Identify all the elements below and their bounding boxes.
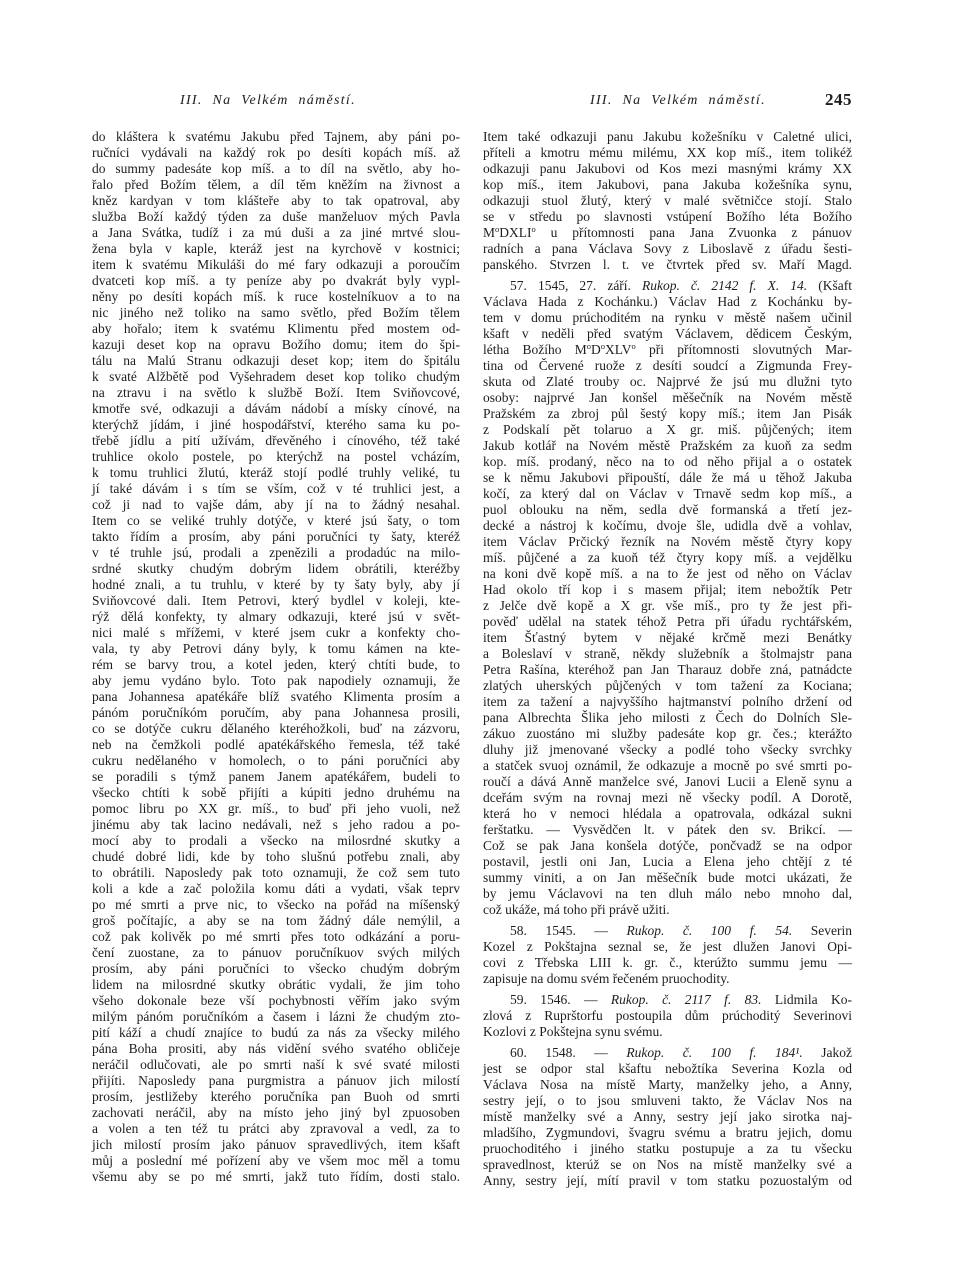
text-line: odkazuji stuol žlutý, který v malé světničce stojí. Stalo bbox=[483, 193, 852, 208]
paragraph bbox=[483, 992, 852, 1040]
text-line: pana Albrechta Šlika jeho milosti z Čech do Dolních Sle- bbox=[483, 710, 852, 725]
text-line: kop míš., item Jakubovi, pana Jakuba kožešníka synu, bbox=[483, 177, 852, 192]
text-line: aby jemu vydáno bylo. Toto pak napodiely oznamuji, že bbox=[92, 673, 460, 688]
text-line: všeho dokonale beze vší pochybnosti věřím jako svým bbox=[92, 993, 460, 1008]
text-line: mocí aby to prodali a všecko na milosrdné skutky a bbox=[92, 833, 460, 848]
text-line: pověď udělal na statek téhož Petra při úřadu rychtářském, bbox=[483, 614, 852, 629]
text-line: zlatých uherských půjčených v tom tažení za Kociana; bbox=[483, 678, 852, 693]
text-run: u přítomnosti pana Jana Zvuonka z pánuov bbox=[535, 225, 852, 240]
text-line: neráčil odlučovati, ale po smrti naší k své svaté milosti bbox=[92, 1057, 460, 1072]
manuscript-reference: Rukop. č. 100 f. 54. bbox=[626, 923, 793, 938]
text-line: Had okolo tří kop i s masem přijal; item nebožtík Petr bbox=[483, 582, 852, 597]
text-line: do kláštera k svatému Jakubu před Tajnem, aby páni po- bbox=[92, 129, 460, 144]
text-line: kazuji deset kop na opravu Božího domu; item do špi- bbox=[92, 337, 460, 352]
superscript: o bbox=[631, 341, 636, 351]
text-line: jest se odpor stal kšaftu nebožtíka Severina Kozla od bbox=[483, 1061, 852, 1076]
text-run: 57. 1545, 27. září. bbox=[510, 278, 642, 293]
text-line: na ztravu i na světlo k službě Boží. Item Sviňovcové, bbox=[92, 385, 460, 400]
text-line: item k svatému Mikuláši do mé fary odkazuji a poroučím bbox=[92, 257, 460, 272]
text-line: tina od Červené ruože z desíti soudcí a Zigmunda Frey- bbox=[483, 358, 852, 373]
text-line: vala, ty aby Petrovi dány byly, k tomu kámen na kte- bbox=[92, 641, 460, 656]
text-line: postavil, jestli oni Jan, Lucia a Elena jeho chtějí z té bbox=[483, 854, 852, 869]
text-line: jinému aby tak lacino nedávali, než s jeho radou a po- bbox=[92, 817, 460, 832]
text-run: Jakož bbox=[802, 1045, 852, 1060]
text-run: 58. 1545. — bbox=[510, 923, 627, 938]
text-line: v té truhle jsú, prodali a zpenězili a prodadúc na milo- bbox=[92, 545, 460, 560]
text-run: 59. 1546. — bbox=[510, 992, 611, 1007]
text-line: kterýchž jídám, i jiné hospodářství, kterého sama ku po- bbox=[92, 417, 460, 432]
superscript: o bbox=[586, 341, 591, 351]
text-line: radních a pana Václava Sovy z Liboslavě z úřadu šesti- bbox=[483, 241, 852, 256]
text-line: k tomu truhlici žlutú, kteráž stojí podlé truhly veliké, tu bbox=[92, 465, 460, 480]
text-line: item Šťastný bytem v nějaké krčmě mezi Benátky bbox=[483, 630, 852, 645]
text-line bbox=[483, 278, 852, 294]
text-line: pánóm poručníkóm poručím, aby pana Johannesa prosili, bbox=[92, 705, 460, 720]
text-line: prosím, aby páni poručníci to všecko chudým dobrým bbox=[92, 961, 460, 976]
text-line: neb na čemžkoli podlé apatékářského řemesla, též také bbox=[92, 737, 460, 752]
text-line: chudé dobré lidi, kde by toho slušnú potřebu znali, aby bbox=[92, 849, 460, 864]
text-line: ferštatku. — Vysvědčen lt. v pátek den sv. Brikcí. — bbox=[483, 822, 852, 837]
text-line: všecko chtíti k sobě přijíti a kúpiti jedno druhému na bbox=[92, 785, 460, 800]
text-line: puol oblouku na něm, sedla dvě formanská a třetí jez- bbox=[483, 502, 852, 517]
text-line: zlová z Ruprštorfu postoupila dům prúchoditý Severinovi bbox=[483, 1008, 852, 1023]
text-line: takto řídím a prosím, aby páni poručníci ty šaty, kteréž bbox=[92, 529, 460, 544]
text-line: Kozlovi z Pokštejna synu svému. bbox=[483, 1024, 663, 1039]
text-run: 60. 1548. — bbox=[510, 1045, 627, 1060]
text-line: pana Johannesa apatékáře blíž svatého Klimenta prosím a bbox=[92, 689, 460, 704]
text-line: dvatceti kop míš. a ty peníze aby po dvakrát byly vypl- bbox=[92, 273, 460, 288]
superscript: o bbox=[495, 224, 500, 234]
text-line: čení zuostane, za to pánuov poručníkuov svých milých bbox=[92, 945, 460, 960]
running-head-left: III. Na Velkém náměstí. bbox=[180, 93, 356, 108]
text-line: se poradili s týmž panem Janem apatékářem, budeli to bbox=[92, 769, 460, 784]
text-run: XLV bbox=[605, 342, 632, 357]
text-line: lidem na milosrdné skutky obrátic vydali, že jim toho bbox=[92, 977, 460, 992]
text-line: do summy padesáte kop míš. a to díl na světlo, aby ho- bbox=[92, 161, 460, 176]
text-line: tem v domu prúchoditém na rynku v městě našem učinil bbox=[483, 310, 852, 325]
text-line: dceřám svým na rovnaj mezi ně všecky podíl. A Dorotě, bbox=[483, 790, 852, 805]
text-line: skuta od Zlaté trouby oc. Najprvé že jsú mu dlužni tyto bbox=[483, 374, 852, 389]
text-line: by jemu Václavovi na ten dluh málo nebo mnoho dal, bbox=[483, 886, 852, 901]
text-line: jí také dávám i s tím se vším, což v té truhlici jest, a bbox=[92, 481, 460, 496]
text-line: to obrátili. Naposledy pak toto oznamuji, že což sem tuto bbox=[92, 865, 460, 880]
text-line: pomoc libru po XX gr. míš., to buď při jeho vuoli, než bbox=[92, 801, 460, 816]
text-run: létha Božího M bbox=[483, 342, 587, 357]
text-run: při přítomnosti slovutných Mar- bbox=[635, 342, 852, 357]
text-line: item Václav Prčický řezník na Novém městě čtyry kopy bbox=[483, 534, 852, 549]
text-line: Item co se veliké truhly dotýče, v které jsú šaty, o tom bbox=[92, 513, 460, 528]
text-line: pána Boha prositi, aby nás vidění svého svatého obličeje bbox=[92, 1041, 460, 1056]
text-line: srdné skutky chudým dobrým lidem obrátili, kteréžby bbox=[92, 561, 460, 576]
text-line: nic jiného než toliko na samo světlo, před Božím tělem bbox=[92, 305, 460, 320]
text-line: item za tažení a najvyššího hajtmanství polního držení od bbox=[483, 694, 852, 709]
text-line: můj a poslední mé pořízení aby ve všem moc měl a tomu bbox=[92, 1153, 460, 1168]
text-line: kšaft v neděli před svatým Václavem, dědicem Českým, bbox=[483, 326, 852, 341]
left-text-column bbox=[92, 129, 460, 1185]
text-line: což ukáže, má toho při právě užiti. bbox=[483, 902, 670, 917]
text-line: nici malé s mřížemi, v které jsem cukr a konfekty cho- bbox=[92, 625, 460, 640]
text-line: Sviňovcové dali. Item Petrovi, který bydlel v koleji, kte- bbox=[92, 593, 460, 608]
text-line: kočí, za který dal on Václav v Trnavě sedm kop míš., a bbox=[483, 486, 852, 501]
superscript: o bbox=[600, 341, 605, 351]
text-line: truhlice okolo postele, po kterýchž na postel vcházím, bbox=[92, 449, 460, 464]
text-line: decké a nástroj k kočímu, dvoje šle, udidla dvě a vohlav, bbox=[483, 518, 852, 533]
text-run: DXLI bbox=[499, 225, 532, 240]
manuscript-reference: Rukop. č. 100 f. 184¹. bbox=[626, 1045, 803, 1060]
text-line: Kozel z Pokštajna seznal se, že jest dlužen Janovi Opi- bbox=[483, 939, 852, 954]
text-line: prosím, jestližeby kterého poručníka pan Buoh od smrti bbox=[92, 1089, 460, 1104]
text-line: a Boleslaví v straně, někdy služebník a štolmajstr pana bbox=[483, 646, 852, 661]
text-line: dluhy již jmenované všecky a podlé toho všecky svrchky bbox=[483, 742, 852, 757]
text-line: po mé smrti a prve nic, to všecko na pořád na míšenský bbox=[92, 897, 460, 912]
text-line: Petra Rašína, kteréhož pan Jan Tharauz dobře zná, patnádcte bbox=[483, 662, 852, 677]
text-line: z Podskalí pět tolaruo a X gr. miš. půjčených; item bbox=[483, 422, 852, 437]
text-line: míš. půjčené a za kuoň též čtyry kopy míš. a vejdělku bbox=[483, 550, 852, 565]
text-line: což ji nad to vajše dám, aby jí na to žádný nesahal. bbox=[92, 497, 460, 512]
text-line: summy viniti, a on Jan měšečník bude motci ukázati, že bbox=[483, 870, 852, 885]
text-line: Pražském za zbroj půl šestý kopy míš.; item Jan Pisák bbox=[483, 406, 852, 421]
text-line: cukru nedělaného v homolech, o to páni poručníci aby bbox=[92, 753, 460, 768]
text-line: milým pánóm poručníkóm a časem i lázni že chudým zto- bbox=[92, 1009, 460, 1024]
text-line: řalo před Božím tělem, a díl těm kněžím na živnost a bbox=[92, 177, 460, 192]
text-line: a Jana Svátka, tudíž i za mú duši a za jiné mrtvé slou- bbox=[92, 225, 460, 240]
text-line: což pak kolivěk po mé smrti přes toto odkázání a poru- bbox=[92, 929, 460, 944]
text-line: která ho v nemoci hlédala a opatrovala, odkázal sukni bbox=[483, 806, 852, 821]
running-head-right: III. Na Velkém náměstí. bbox=[590, 93, 766, 108]
text-line: zákuo zuostáno mi služby padesáte kop gr. čes.; kterážto bbox=[483, 726, 852, 741]
paragraph bbox=[483, 129, 852, 273]
text-line: příteli a kmotru mému milému, XX kop míš., item tolikéž bbox=[483, 145, 852, 160]
text-run: Severin bbox=[792, 923, 853, 938]
text-line: z Jelče dvě kopě a X gr. vše míš., pro ty že jest při- bbox=[483, 598, 852, 613]
text-line: koli a kde a zač položila komu dáti a vydati, však teprv bbox=[92, 881, 460, 896]
text-line bbox=[483, 225, 852, 241]
text-line: Item také odkazuji panu Jakubu kožešníku v Caletné ulici, bbox=[483, 129, 852, 144]
text-line: osoby: najprvé Jan konšel měšečník na Novém městě bbox=[483, 390, 852, 405]
paragraph bbox=[483, 1045, 852, 1189]
page-number: 245 bbox=[825, 90, 852, 109]
text-line: kop. míš. prodaný, něco na to od něho přijal a o ostatek bbox=[483, 454, 852, 469]
superscript: o bbox=[531, 224, 536, 234]
text-line: služba Boží každý týden za duše manželuov mých Pavla bbox=[92, 209, 460, 224]
text-line: tálu na Malú Stranu odkazuji deset kop; item do špitálu bbox=[92, 353, 460, 368]
text-line: přijíti. Naposledy pana purgmistra a pánuov jich milostí bbox=[92, 1073, 460, 1088]
text-line: místě manželky své a Anny, sestry její jako sirotka naj- bbox=[483, 1109, 852, 1124]
text-line: Což se pak Jana konšela dotýče, pončvadž se na odpor bbox=[483, 838, 852, 853]
text-line bbox=[483, 1045, 852, 1061]
text-line: groš počítajíc, a aby se na tom žádný dále nemýlil, a bbox=[92, 913, 460, 928]
text-line bbox=[483, 342, 852, 358]
right-text-column bbox=[483, 129, 852, 1189]
text-run: M bbox=[483, 225, 496, 240]
text-line: rýž dělá konfekty, ty almary odkazuji, které jsú v svět- bbox=[92, 609, 460, 624]
text-line: odkazuji panu Jakubovi od Kos mezi masnými krámy XX bbox=[483, 161, 852, 176]
text-line: pití káží a chudí znajíce to budú za nás za všecky milého bbox=[92, 1025, 460, 1040]
text-line: covi z Třebska LIII k. gr. č., kterúžto summu jemu — bbox=[483, 955, 852, 970]
text-line bbox=[483, 923, 852, 939]
text-line: co se dotýče cukru dělaného kteréhožkoli, buď na zázvoru, bbox=[92, 721, 460, 736]
text-line: rém se barvy trou, a kotel jeden, který chtíti bude, to bbox=[92, 657, 460, 672]
paragraph bbox=[483, 278, 852, 918]
text-line: aby hořalo; item k svatému Klimentu před mostem od- bbox=[92, 321, 460, 336]
text-line: všemu aby se po mé smrti, jakž tuto řídím, dosti stalo. bbox=[92, 1169, 460, 1184]
text-line: ručníci vydávali na každý rok po desíti kopách míš. až bbox=[92, 145, 460, 160]
text-line: roučí a dává Anně manželce své, Janovi Lucii a Eleně synu a bbox=[483, 774, 852, 789]
text-line: jich milostí prosím jako pánuov spravedlivých, item kšaft bbox=[92, 1137, 460, 1152]
text-line: panského. Stvrzen l. t. ve čtvrtek před sv. Maří Magd. bbox=[483, 257, 852, 272]
text-line: a statček svuoj oznámil, že odkazuje a mocně po své smrti po- bbox=[483, 758, 852, 773]
text-line: kněz kardyan v tom klášteře aby to tak opatroval, aby bbox=[92, 193, 460, 208]
text-line: Václava Nosa na místě Marty, manželky jeho, a Anny, bbox=[483, 1077, 852, 1092]
text-line: se v středu po slavnosti vstúpení Božího léta Božího bbox=[483, 209, 852, 224]
text-line bbox=[483, 992, 852, 1008]
text-line: se k němu Jakubovi připouští, dále že má u těhož Jakuba bbox=[483, 470, 852, 485]
text-line: zapisuje na domu svém řečeném pruochodity. bbox=[483, 971, 730, 986]
text-line: spravedlnost, kterúž se on Nos na místě manželky své a bbox=[483, 1157, 852, 1172]
text-line: Jakub kotlář na Novém městě Pražském za kuoň za sedm bbox=[483, 438, 852, 453]
text-line: kmotře své, odkazuji a dávám nádobí a mísky cínové, na bbox=[92, 401, 460, 416]
text-line: Václava Hada z Kochánku.) Václav Had z Kochánku by- bbox=[483, 294, 852, 309]
manuscript-reference: Rukop. č. 2117 f. 83. bbox=[610, 992, 762, 1007]
text-run: Lidmila Ko- bbox=[761, 992, 852, 1007]
text-line: sestry její, o to jsou smluveni takto, že Václav Nos na bbox=[483, 1093, 852, 1108]
paragraph bbox=[483, 923, 852, 987]
text-run: D bbox=[591, 342, 601, 357]
manuscript-reference: Rukop. č. 2142 f. X. 14. bbox=[642, 278, 808, 293]
text-line: žena byla v kaple, kteráž jest na kyrchově v kostnici; bbox=[92, 241, 460, 256]
text-line: k svaté Alžbětě pod Vyšehradem deset kop toliko chudým bbox=[92, 369, 460, 384]
paragraph bbox=[92, 129, 460, 1185]
text-line: mladšího, Zygmundovi, švagru svému a bratru jejich, domu bbox=[483, 1125, 852, 1140]
text-line: zachovati neráčil, aby na místo jeho jiný byl zpuosoben bbox=[92, 1105, 460, 1120]
text-line: pruochoditého i jiného statku postupuje a za tu všecku bbox=[483, 1141, 852, 1156]
text-line: hodné znali, a tu truhlu, v které by ty šaty byly, aby jí bbox=[92, 577, 460, 592]
text-run: (Kšaft bbox=[807, 278, 852, 293]
text-line: na koni dvě kopě míš. a na to že jest od něho on Václav bbox=[483, 566, 852, 581]
text-line: a volen a ten též tu prátci aby zpravoval a vedl, za to bbox=[92, 1121, 460, 1136]
text-line: Anny, sestry její, mítí pravil v tom statku pozuostalým od bbox=[483, 1173, 852, 1188]
text-line: třebě jídlu a pití užívám, dřevěného i cínového, též také bbox=[92, 433, 460, 448]
text-line: něny po desíti kopách míš. k ruce kostelníkuov a to na bbox=[92, 289, 460, 304]
